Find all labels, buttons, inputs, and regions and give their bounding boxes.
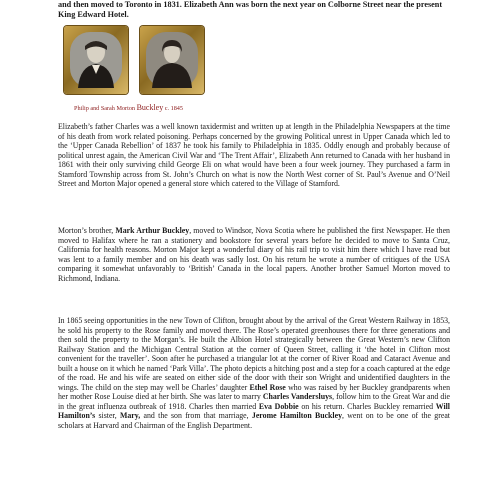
para3-bold-mary: Mary, <box>119 411 141 421</box>
caption-name: Buckley <box>136 103 164 112</box>
para3-bold-ethel-rose: Ethel Rose <box>249 382 286 392</box>
para3-text-7: , went on to be one of the great scholars at Harvard and Chairman of the English Department. <box>58 411 450 431</box>
para3-text-1: In 1865 seeing opportunities in the new Town of Clifton, brought about by the arrival of the Great Western Railway in 1853, he sold his property to the Rose family and moved there. The Rose’s operated greenhouses there for three generations and then sold the property to the Morgan’s. He built the Albion Hotel strategically between the Great Western’s new Clifton Railway Station and the Michigan Central Station at the corner of Queen Street, calling it ‘the hotel in Clifton most convenient for the traveller’. Soon after he purchased a triangular lot at the corner of River Road and Cataract Avenue and built a house on it which he named ‘Park Villa’. The photo depicts a hitching post and a step for a coach captured at the edge of the road. He and his wife are seated on either side of the door with their son Wright and unidentified daughters in the wings. The child on the step may well be Charles’ daughter <box>58 316 450 392</box>
para3-bold-will-hamilton: Will Hamilton’s <box>58 401 450 421</box>
intro-text: and then moved to Toronto in 1831. Elizabeth Ann was born the next year on Colborne Street near the present King Edward Hotel. <box>58 0 443 19</box>
portrait-photo-philip <box>64 26 128 94</box>
para2-text-1: Morton’s brother, <box>58 226 116 235</box>
photo-caption <box>74 103 183 112</box>
para3-text-4: on his return. Charles Buckley remarried <box>298 401 436 411</box>
para3-bold-jerome: Jerome Hamilton Buckley <box>251 411 342 421</box>
para2-bold-name: Mark Arthur Buckley <box>115 226 190 235</box>
para3-text-6: and the son from that marriage, <box>140 411 252 421</box>
para2-text-2: , moved to Windsor, Nova Scotia where he published the first Newspaper. He then moved to Halifax where he ran a stationery and bookstore for several years before he decided to move to Santa Cruz, California for health reasons. Morton Major kept a wonderful diary of his rail trip to visit him there which I have read but was lent to a family member and on his death was sadly lost. On his return he wrote a number of critiques of the USA comparing it somewhat unfavorably to ‘British’ Canada in the local papers. Another brother Samuel Morton moved to Richmond, Indiana. <box>58 226 450 283</box>
para3-bold-eva-dobbie: Eva Dobbie <box>258 401 299 411</box>
paragraph-clifton-1865 <box>58 316 450 431</box>
paragraph-charles-history: Elizabeth’s father Charles was a well known taxidermist and written up at length in the Philadelphia Newspapers at the time of his death from work related poisoning. Perhaps concerned by the growing Political unrest in Upper Canada which led to the ‘Upper Canada Rebellion’ of 1837 he took his family to Philadelphia in 1835. Oddly enough and probably because of political unrest again, the American Civil War and ‘The Trent Affair’, Elizabeth Ann returned to Canada with her husband in 1861 with their only surviving child George Eli on what would have been a four week journey. They purchased a farm in Stamford Township across from St. John’s Church on what is now the North West corner of St. Paul’s Avenue and O’Neil Street and Morton Major opened a general store which catered to the Village of Stamford. <box>58 122 450 189</box>
portrait-woman-icon <box>146 32 198 88</box>
caption-suffix: c. 1845 <box>163 105 183 112</box>
para3-text-2: who was raised by her Buckley grandparents when her mother Rose Louise died at her birth. She was later to marry <box>58 382 451 402</box>
portrait-man-icon <box>70 32 122 88</box>
para3-text-3: , follow him to the Great War and die in the great influenza outbreak of 1918. Charles then married <box>58 392 450 411</box>
paragraph-mark-arthur <box>58 226 450 283</box>
para3-bold-charles-vandersluys: Charles Vandersluys <box>262 392 333 402</box>
portrait-photo-sarah <box>140 26 204 94</box>
para3-text-5: sister, <box>95 411 120 421</box>
photo-pair <box>64 26 214 98</box>
caption-prefix: Philip and Sarah Morton <box>74 105 137 112</box>
